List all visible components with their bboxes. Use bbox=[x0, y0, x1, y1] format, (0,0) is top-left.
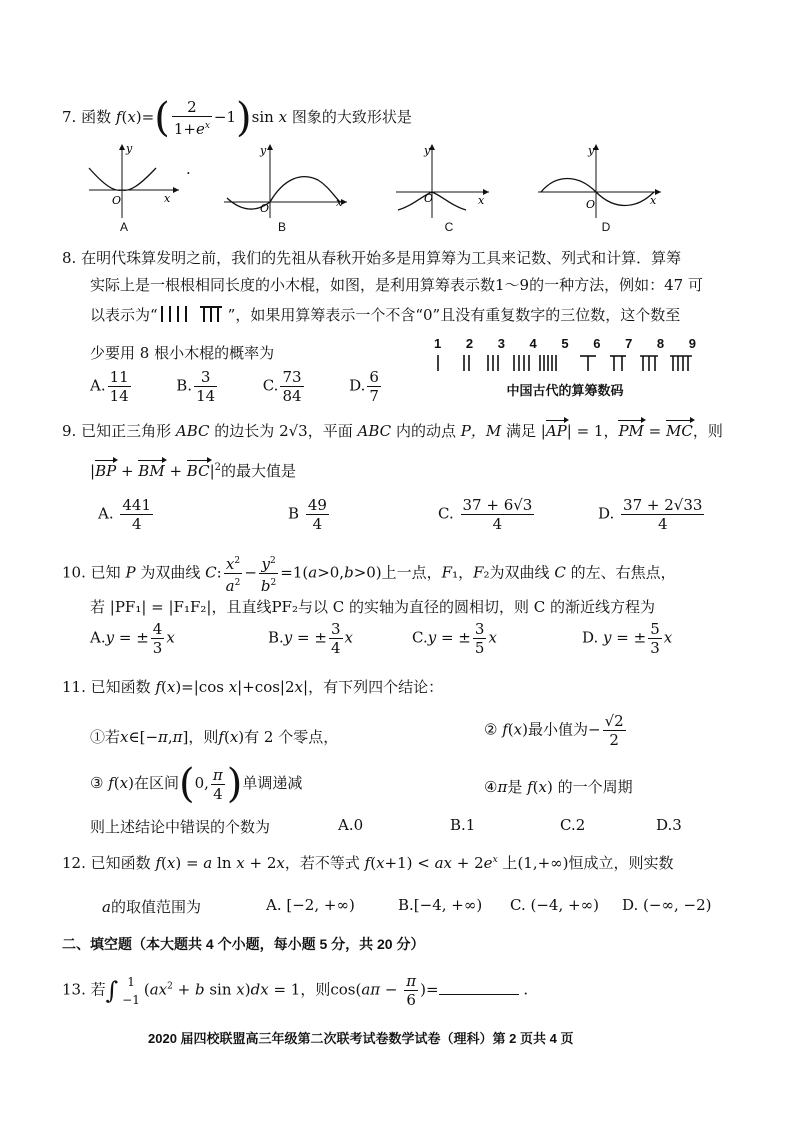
svg-text:O: O bbox=[112, 194, 122, 207]
svg-text:x: x bbox=[336, 196, 343, 209]
svg-text:O: O bbox=[586, 198, 596, 211]
q8-line4: 少要用 8 根小木棍的概率为 bbox=[90, 344, 275, 362]
q8-line2: 实际上是一根根相同长度的小木棍，如图，是利用算筹表示数1～9的一种方法，例如：47 可 bbox=[90, 276, 703, 294]
q8-line1: 8. 在明代珠算发明之前，我们的先祖从春秋开始多是用算筹为工具来记数、列式和计算．算筹 bbox=[62, 249, 682, 267]
q9-line2: |BP + BM + $BC|^2$的最大值是 bbox=[90, 462, 297, 480]
q8-line3: 以表示为“ ”，如果用算筹表示一个不含“0”且没有重复数字的三位数，这个数至 bbox=[90, 304, 680, 328]
q7-stem: 7. 函数 f(x)=( $\frac{2}{1+e^x}$ −1)sin x 图象的大致形状是 bbox=[62, 95, 412, 141]
svg-text:y: y bbox=[260, 144, 267, 157]
q11-answer-line: 则上述结论中错误的个数为 A.0 B.1 C.2 D.3 bbox=[90, 816, 682, 836]
page-footer: 2020 届四校联盟高三年级第二次联考试卷数学试卷（理科）第 2 页共 4 页 bbox=[148, 1031, 574, 1046]
svg-text:x: x bbox=[650, 194, 657, 207]
q7-dot: . bbox=[186, 160, 191, 178]
graph-label-d: D bbox=[601, 220, 611, 234]
rod-numerals-figure: 1 2 3 4 5 6 7 8 9 中国古代的算筹数码 bbox=[430, 336, 700, 399]
graph-label-b: B bbox=[277, 220, 286, 234]
q7-graph-c bbox=[394, 140, 494, 234]
svg-text:y: y bbox=[588, 144, 595, 157]
rod-caption: 中国古代的算筹数码 bbox=[506, 383, 624, 398]
svg-text:x: x bbox=[478, 194, 485, 207]
q9-line1: 9. 已知正三角形 ABC 的边长为 2√3，平面 ABC 内的动点 P，M 满足 |AP| = 1，PM = MC，则 bbox=[62, 422, 723, 440]
q10-line2: 若 |PF₁| = |F₁F₂|，且直线PF₂与以 C 的实轴为直径的圆相切，则 C 的渐近线方程为 bbox=[90, 598, 655, 616]
q11-conclusion-4: ④π是 f(x) 的一个周期 bbox=[484, 778, 633, 796]
q11-conclusion-2: ② f(x)最小值为− $\frac{√2}{2}$ bbox=[484, 712, 624, 749]
q7-graph-d bbox=[536, 140, 666, 234]
rod-47 bbox=[158, 304, 228, 328]
rod-glyphs bbox=[430, 351, 700, 375]
q10-line1: 10. 已知 P 为双曲线 C: $\frac{x^2}{a^2}$ − $\frac{y^2}{b^2}$ =1(a>0,b>0)上一点，F₁，F₂为双曲线 C 的左、右焦点， bbox=[62, 552, 676, 595]
q11-stem: 11. 已知函数 f(x)=|cos x|+cos|2x|，有下列四个结论： bbox=[62, 678, 444, 696]
q13-stem: 13. 若∫ 1 −1 ($ax^2 + b$ sin x)dx = 1，则cos(aπ − $\frac{\pi}{6}$ )= . bbox=[62, 972, 529, 1009]
q11-conclusion-3: ③ f(x)在区间(0, $\frac{\pi}{4}$ )单调递减 bbox=[90, 761, 303, 807]
graph-label-a: A bbox=[119, 220, 128, 234]
q11-conclusion-1: ①若x∈[−π,π]，则f(x)有 2 个零点， bbox=[90, 728, 339, 746]
svg-text:O: O bbox=[424, 192, 434, 205]
svg-text:O: O bbox=[260, 202, 270, 215]
graph-label-c: C bbox=[444, 220, 454, 234]
q13-answer-blank[interactable] bbox=[439, 994, 519, 995]
svg-text:y: y bbox=[424, 144, 431, 157]
q8-options: A. $\frac{11}{14}$ B. $\frac{3}{14}$ C. $\frac{73}{84}$ D. $\frac{6}{7}$ bbox=[90, 368, 379, 405]
q12-line2: a的取值范围为 A. [−2, +∞) B.[−4, +∞) C. (−4, +∞) D. (−∞, −2) bbox=[102, 896, 712, 916]
section-fill-in-title: 二、填空题（本大题共 4 个小题，每小题 5 分，共 20 分） bbox=[62, 936, 425, 952]
q7-graph-a bbox=[84, 140, 184, 234]
svg-text:x: x bbox=[164, 192, 171, 205]
q12-line1: 12. 已知函数 f(x) = a ln x + 2x，若不等式 f(x+1) < ax + $2e^x$ 上(1,+∞)恒成立，则实数 bbox=[62, 854, 674, 872]
q7-graph-b bbox=[222, 140, 352, 234]
svg-text:y: y bbox=[126, 142, 133, 155]
